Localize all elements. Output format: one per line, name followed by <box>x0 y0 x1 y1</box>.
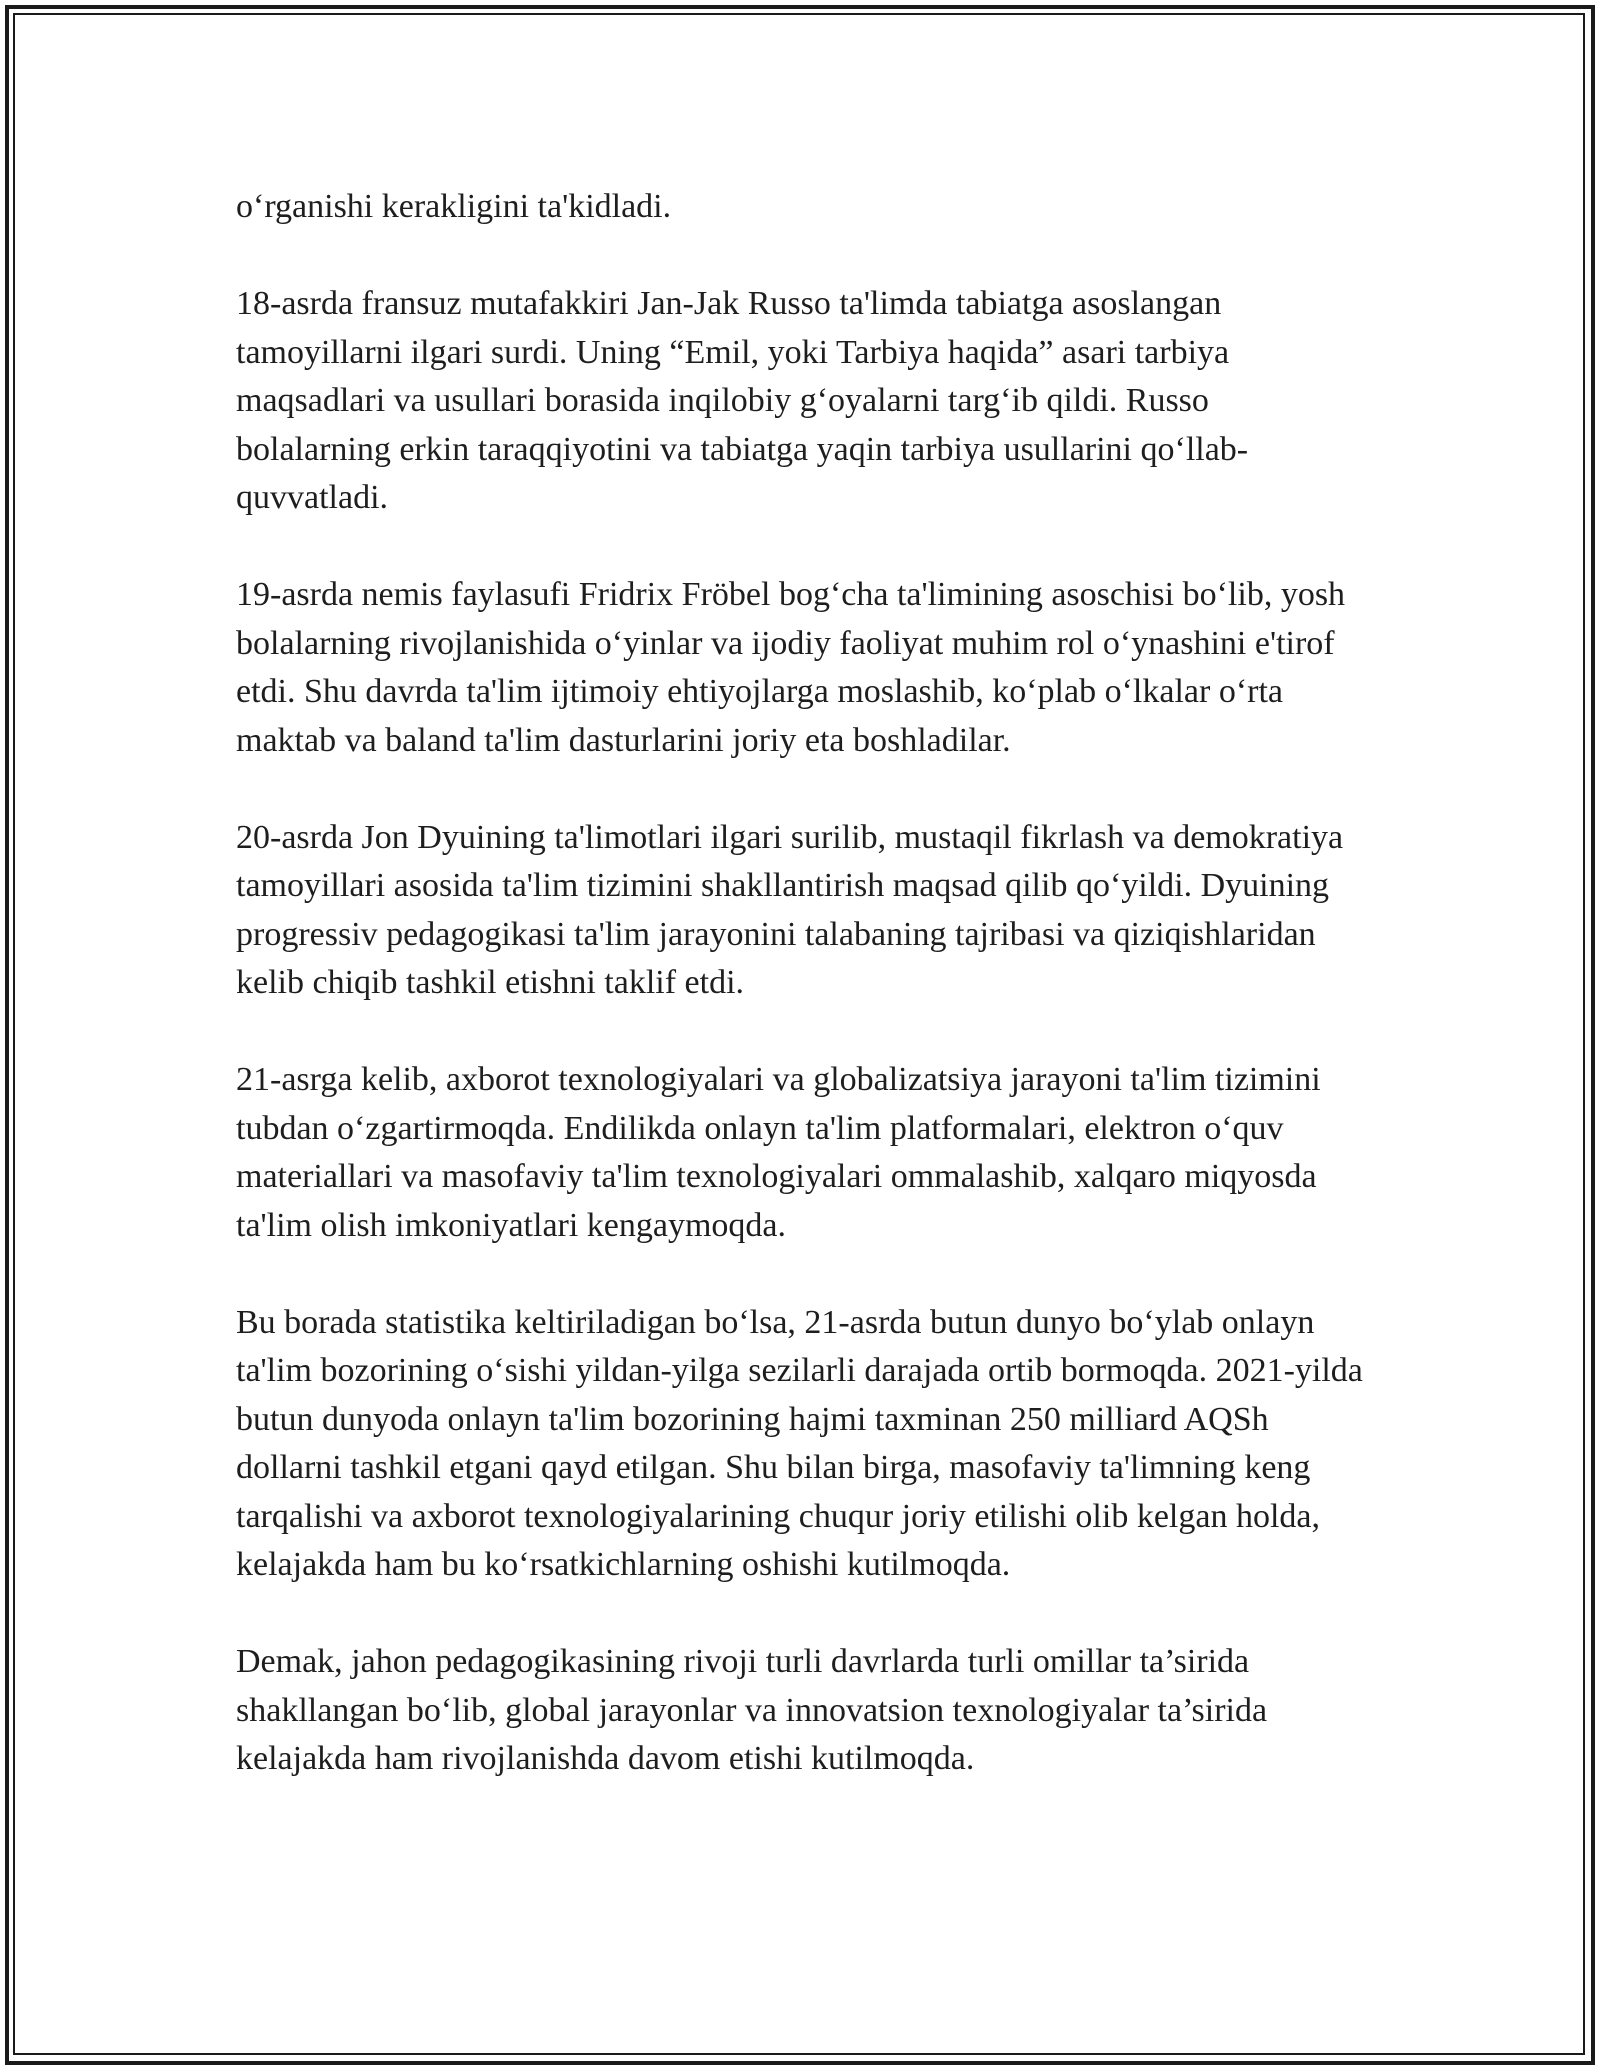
paragraph-21st-century: 21-asrga kelib, axborot texnologiyalari va globalizatsiya jarayoni ta'lim tizimini tubdan o‘zgartirmoqda. Endilikda onlayn ta'lim platformalari, elektron o‘quv materiallari va masofaviy ta'lim texnologiyalari ommalashib, xalqaro miqyosda ta'lim olish imkoniyatlari kengaymoqda. <box>236 1061 1321 1244</box>
paragraph-statistics: Bu borada statistika keltiriladigan bo‘lsa, 21-asrda butun dunyo bo‘ylab onlayn ta'lim bozorining o‘sishi yildan-yilga sezilarli darajada ortib bormoqda. 2021-yilda butun dunyoda onlayn ta'lim bozorining hajmi taxminan 250 milliard AQSh dollarni tashkil etgani qayd etilgan. Shu bilan birga, masofaviy ta'limning keng tarqalishi va axborot texnologiyalarining chuqur joriy etilishi olib kelgan holda, kelajakda ham bu ko‘rsatkichlarning oshishi kutilmoqda. <box>236 1303 1363 1583</box>
paragraph-19th-century: 19-asrda nemis faylasufi Fridrix Fröbel bog‘cha ta'limining asoschisi bo‘lib, yosh bolalarning rivojlanishida o‘yinlar va ijodiy faoliyat muhim rol o‘ynashini e'tirof etdi. Shu davrda ta'lim ijtimoiy ehtiyojlarga moslashib, ko‘plab o‘lkalar o‘rta maktab va baland ta'lim dasturlarini joriy eta boshladilar. <box>236 576 1346 759</box>
paragraph-conclusion: Demak, jahon pedagogikasining rivoji turli davrlarda turli omillar ta’sirida shakllangan bo‘lib, global jarayonlar va innovatsion texnologiyalar ta’sirida kelajakda ham rivojlanishda davom etishi kutilmoqda. <box>236 1643 1268 1777</box>
paragraph-20th-century: 20-asrda Jon Dyuining ta'limotlari ilgari surilib, mustaqil fikrlash va demokratiya tamoyillari asosida ta'lim tizimini shakllantirish maqsad qilib qo‘yildi. Dyuining progressiv pedagogikasi ta'lim jarayonini talabaning tajribasi va qiziqishlaridan kelib chiqib tashkil etishni taklif etdi. <box>236 818 1344 1001</box>
paragraph-continuation: o‘rganishi kerakligini ta'kidladi. <box>236 188 672 225</box>
document-body <box>236 183 1366 1784</box>
paragraph-18th-century: 18-asrda fransuz mutafakkiri Jan-Jak Russo ta'limda tabiatga asoslangan tamoyillarni ilgari surdi. Uning “Emil, yoki Tarbiya haqida” asari tarbiya maqsadlari va usullari borasida inqilobiy g‘oyalarni targ‘ib qildi. Russo bolalarning erkin taraqqiyotini va tabiatga yaqin tarbiya usullarini qo‘llab-quvvatladi. <box>236 285 1249 516</box>
